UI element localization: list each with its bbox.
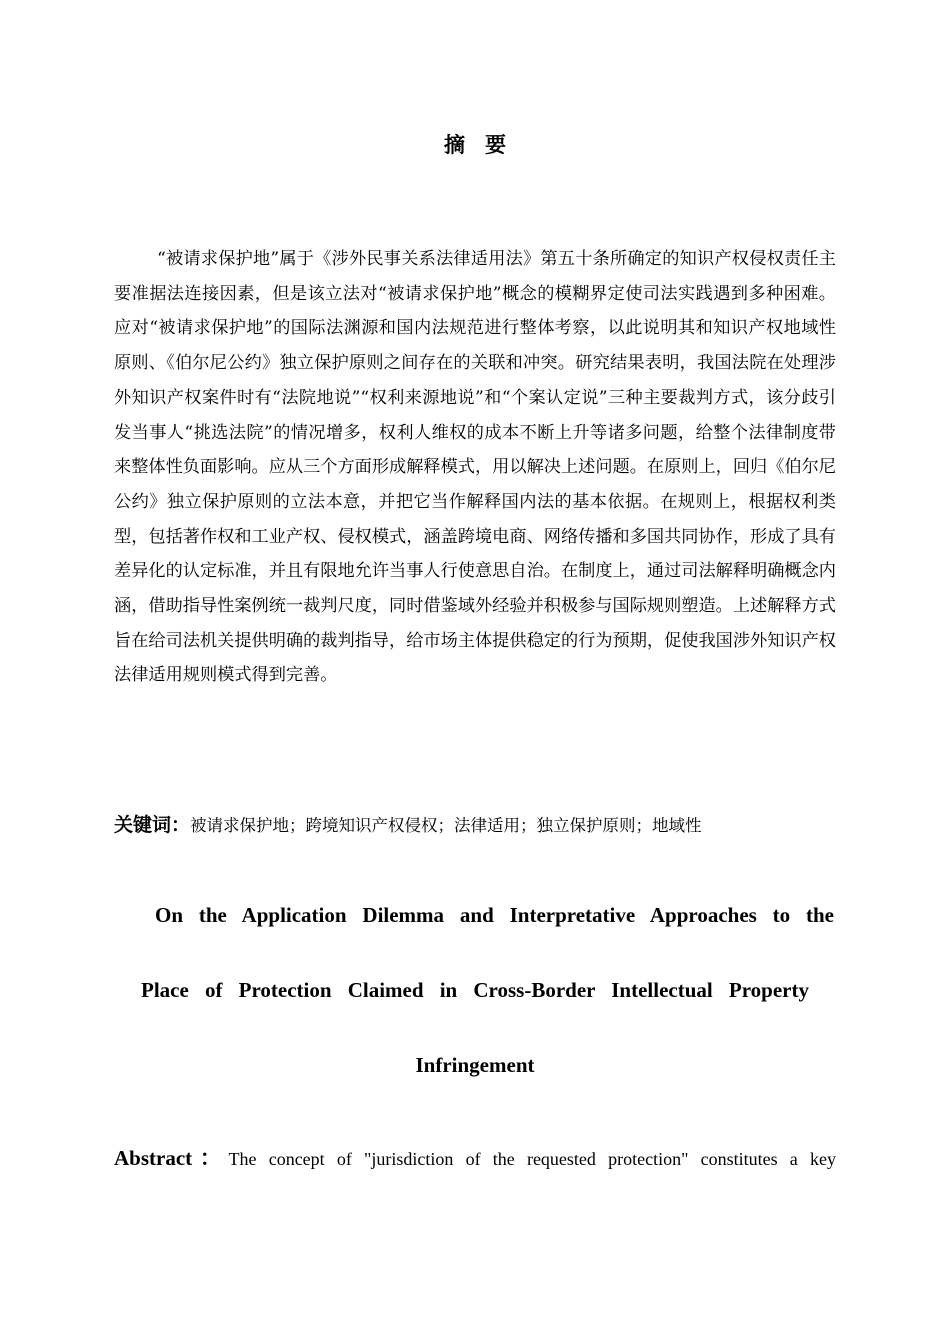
english-abstract-line [114,1143,836,1175]
keywords-text: 被请求保护地；跨境知识产权侵权；法律适用；独立保护原则；地域性 [190,816,702,835]
english-abstract-text: The concept of "jurisdiction of the requested protection" constitutes a key [228,1149,836,1169]
keywords-label: 关键词： [114,814,191,836]
abstract-heading: 摘要 [444,133,526,157]
english-title-line-1: On the Application Dilemma and Interpretative Approaches to the [155,903,834,927]
english-abstract-label: Abstract： [114,1146,229,1170]
english-title-line-3: Infringement [415,1053,535,1077]
chinese-abstract-paragraph: “被请求保护地”属于《涉外民事关系法律适用法》第五十条所确定的知识产权侵权责任主要准据法连接因素，但是该立法对“被请求保护地”概念的模糊界定使司法实践遇到多种困难。应对“被请求保护地”的国际法渊源和国内法规范进行整体考察，以此说明其和知识产权地域性原则、《伯尔尼公约》独立保护原则之间存在的关联和冲突。研究结果表明，我国法院在处理涉外知识产权案件时有“法院地说”“权利来源地说”和“个案认定说”三种主要裁判方式，该分歧引发当事人“挑选法院”的情况增多，权利人维权的成本不断上升等诸多问题，给整个法律制度带来整体性负面影响。应从三个方面形成解释模式，用以解决上述问题。在原则上，回归《伯尔尼公约》独立保护原则的立法本意，并把它当作解释国内法的基本依据。在规则上，根据权利类型，包括著作权和工业产权、侵权模式，涵盖跨境电商、网络传播和多国共同协作，形成了具有差异化的认定标准，并且有限地允许当事人行使意思自治。在制度上，通过司法解释明确概念内涵，借助指导性案例统一裁判尺度，同时借鉴域外经验并积极参与国际规则塑造。上述解释方式旨在给司法机关提供明确的裁判指导，给市场主体提供稳定的行为预期，促使我国涉外知识产权法律适用规则模式得到完善。 [114,249,836,686]
english-title-line-2: Place of Protection Claimed in Cross-Border Intellectual Property [141,978,809,1002]
keywords-line [114,810,836,841]
